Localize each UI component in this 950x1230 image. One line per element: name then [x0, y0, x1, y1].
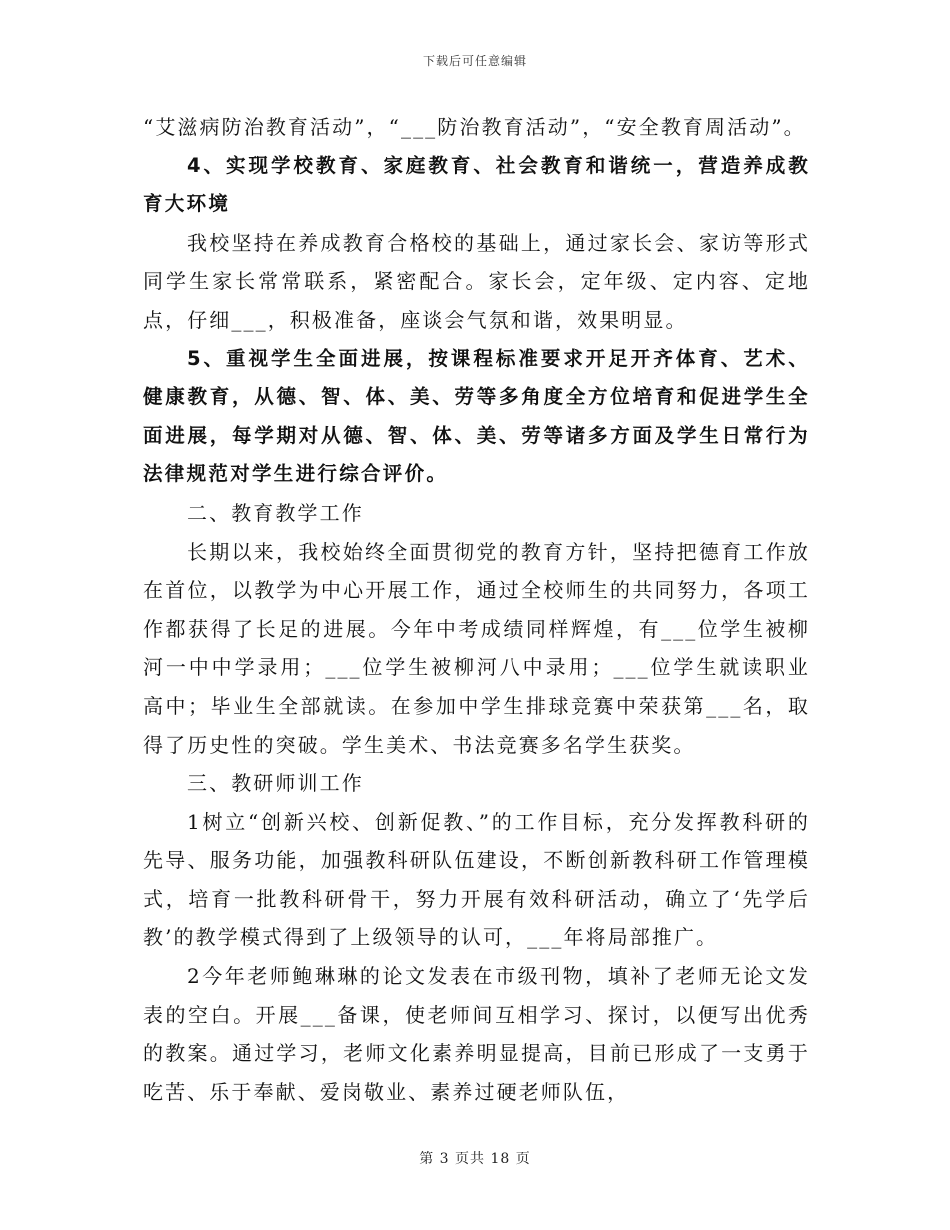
section-heading-4: 4、实现学校教育、家庭教育、社会教育和谐统一，营造养成教育大环境 — [143, 153, 810, 216]
page-footer: 第 3 页共 18 页 — [419, 1151, 531, 1167]
paragraph-research-2: 2今年老师鲍琳琳的论文发表在市级刊物，填补了老师无论文发表的空白。开展___备课，使老师间互相学习、探讨，以便写出优秀的教案。通过学习，老师文化素养明显提高，目前已形成了一支勇于吃苦、乐于奉献、爱岗敬业、素养过硬老师队伍， — [143, 964, 810, 1104]
paragraph-1: “艾滋病防治教育活动”，“___防治教育活动”，“安全教育周活动”。 — [143, 115, 806, 139]
document-body — [143, 108, 810, 1111]
section-title-research: 三、教研师训工作 — [187, 771, 364, 796]
paragraph-teaching-work: 长期以来，我校始终全面贯彻党的教育方针，坚持把德育工作放在首位，以教学为中心开展工作，通过全校师生的共同努力，各项工作都获得了长足的进展。今年中考成绩同样辉煌，有___位学生被柳河一中中学录用；___位学生被柳河八中录用；___位学生就读职业高中；毕业生全部就读。在参加中学生排球竞赛中荣获第___名，取得了历史性的突破。学生美术、书法竞赛多名学生获奖。 — [143, 539, 810, 757]
paragraph-parent-meetings: 我校坚持在养成教育合格校的基础上，通过家长会、家访等形式同学生家长常常联系，紧密配合。家长会，定年级、定内容、定地点，仔细___，积极准备，座谈会气氛和谐，效果明显。 — [143, 230, 810, 332]
section-heading-5: 5、重视学生全面进展，按课程标准要求开足开齐体育、艺术、健康教育，从德、智、体、美、劳等多角度全方位培育和促进学生全面进展，每学期对从德、智、体、美、劳等诸多方面及学生日常行为法律规范对学生进行综合评价。 — [143, 346, 810, 486]
page-header: 下载后可任意编辑 — [422, 54, 527, 68]
paragraph-research-1: 1树立“创新兴校、创新促教、”的工作目标，充分发挥教科研的先导、服务功能，加强教科研队伍建设，不断创新教科研工作管理模式，培育一批教科研骨干，努力开展有效科研活动，确立了‘先学后教’的教学模式得到了上级领导的认可，___年将局部推广。 — [143, 809, 810, 950]
section-title-teaching: 二、教育教学工作 — [187, 500, 364, 525]
